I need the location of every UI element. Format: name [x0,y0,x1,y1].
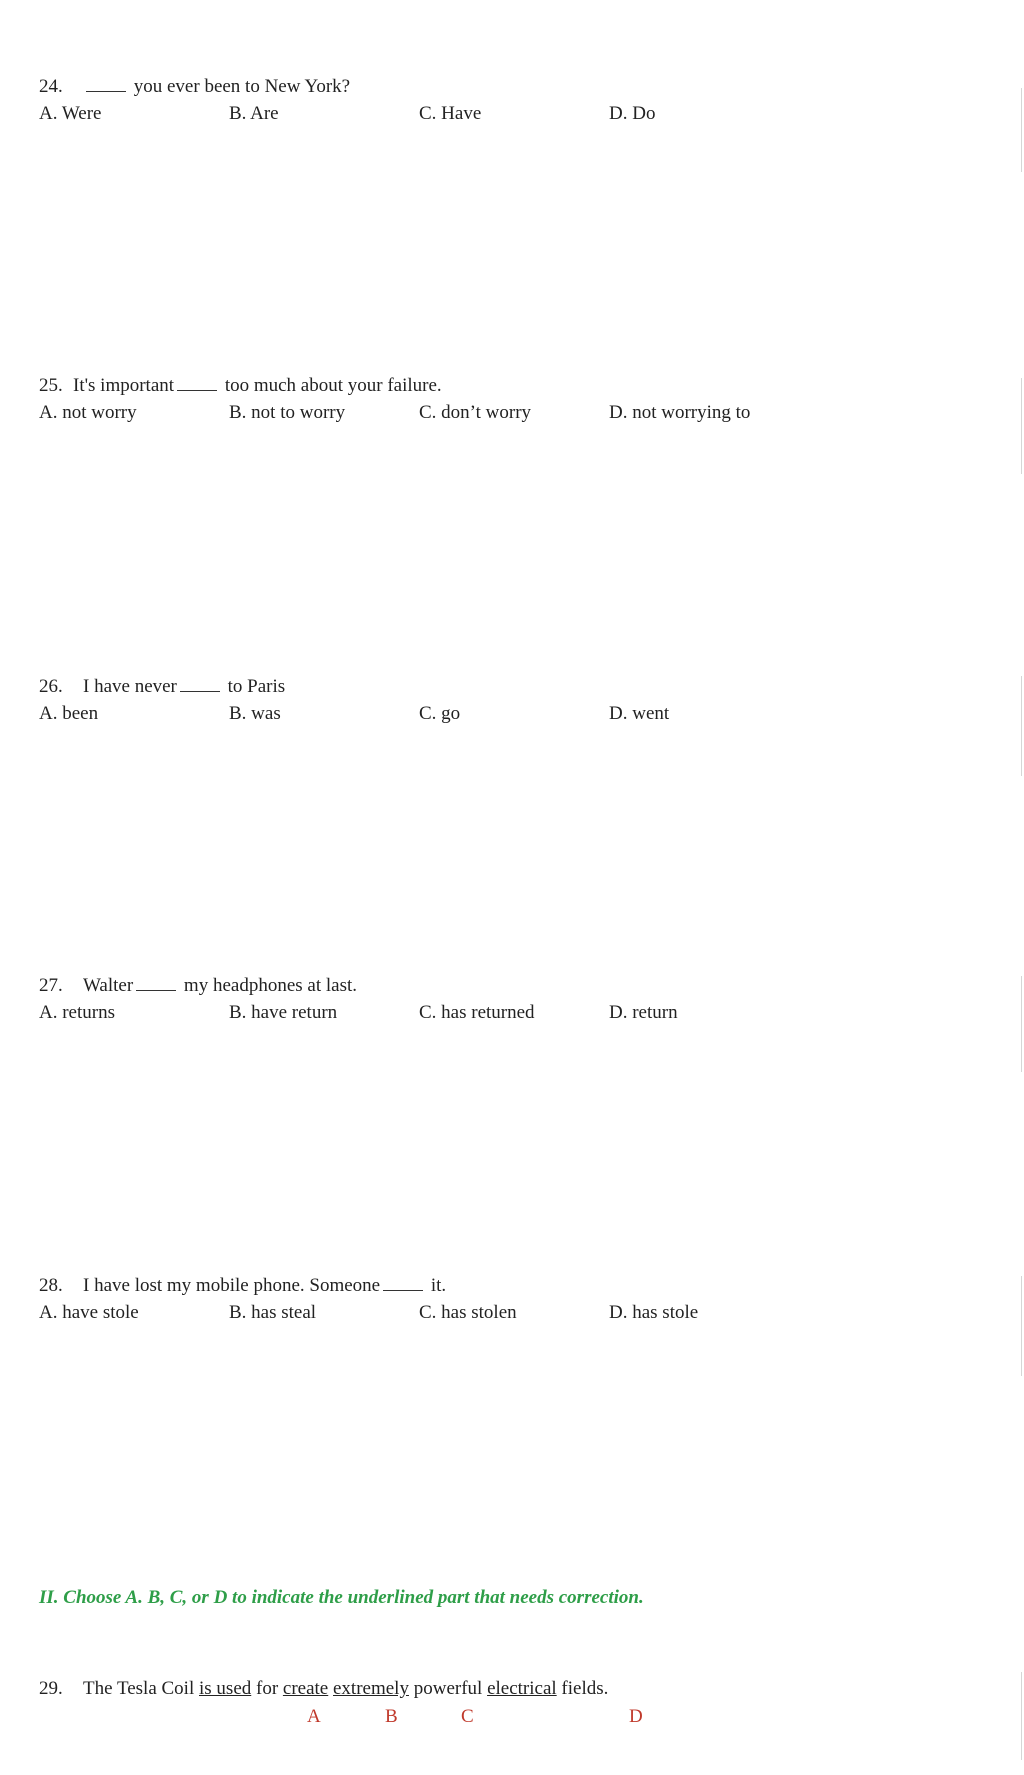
option-c[interactable]: C. don’t worry [419,402,532,423]
question-27 [39,973,999,1027]
option-b[interactable]: B. was [229,703,281,724]
answer-blank [383,1274,423,1291]
question-stem [39,674,999,700]
underlined-part-d[interactable]: electrical [487,1678,557,1699]
sentence-part: powerful [408,1678,488,1699]
stem-after-blank: it. [430,1275,447,1296]
question-number: 28. [39,1275,63,1296]
question-24 [39,74,999,128]
page-edge-mark [1021,88,1022,172]
question-number: 25. [39,375,63,396]
page-edge-mark [1021,1276,1022,1376]
sentence-part: fields. [556,1678,609,1699]
option-a[interactable]: A. returns [39,1002,115,1023]
stem-before-blank: Walter [83,975,134,996]
section-heading: II. Choose A. B, C, or D to indicate the underlined part that needs correction. [39,1587,644,1608]
option-c[interactable]: C. has stolen [419,1302,517,1323]
option-d[interactable]: D. not worrying to [609,402,751,423]
label-a: A [307,1706,321,1727]
question-stem [39,373,999,399]
label-d: D [629,1706,643,1727]
page-edge-mark [1021,1672,1022,1760]
answer-blank [177,374,217,391]
answer-blank [180,675,220,692]
sentence-part: The Tesla Coil [83,1678,199,1699]
option-b[interactable]: B. not to worry [229,402,346,423]
option-b[interactable]: B. Are [229,103,279,124]
label-b: B [385,1706,398,1727]
sentence-part: for [251,1678,283,1699]
label-c: C [461,1706,474,1727]
stem-before-blank: It's important [73,375,175,396]
underlined-part-a[interactable]: is used [199,1678,252,1699]
question-stem [39,973,999,999]
page-edge-mark [1021,976,1022,1072]
options-row [39,1299,999,1327]
options-row [39,100,999,128]
option-b[interactable]: B. have return [229,1002,338,1023]
option-d[interactable]: D. return [609,1002,678,1023]
options-row [39,999,999,1027]
stem-before-blank: I have never [83,676,177,697]
question-25 [39,373,999,427]
option-a[interactable]: A. Were [39,103,102,124]
option-b[interactable]: B. has steal [229,1302,317,1323]
question-29 [39,1676,608,1702]
stem-before-blank: I have lost my mobile phone. Someone [83,1275,381,1296]
option-a[interactable]: A. have stole [39,1302,139,1323]
options-row [39,399,999,427]
underlined-part-b[interactable]: create [282,1678,329,1699]
option-d[interactable]: D. has stole [609,1302,699,1323]
question-number: 26. [39,676,63,697]
stem-after-blank: too much about your failure. [224,375,442,396]
option-c[interactable]: C. has returned [419,1002,535,1023]
option-a[interactable]: A. been [39,703,99,724]
question-number: 29. [39,1678,63,1699]
page-edge-mark [1021,378,1022,474]
question-number: 24. [39,76,63,97]
page-edge-mark [1021,676,1022,776]
question-stem [39,1273,999,1299]
option-d[interactable]: D. went [609,703,670,724]
option-c[interactable]: C. Have [419,103,482,124]
underlined-part-c[interactable]: extremely [333,1678,409,1699]
stem-after-blank: you ever been to New York? [133,76,351,97]
option-c[interactable]: C. go [419,703,461,724]
stem-after-blank: my headphones at last. [183,975,357,996]
answer-blank [86,75,126,92]
stem-after-blank: to Paris [227,676,286,697]
question-28 [39,1273,999,1327]
option-d[interactable]: D. Do [609,103,656,124]
question-stem [39,74,999,100]
options-row [39,700,999,728]
answer-blank [136,974,176,991]
option-a[interactable]: A. not worry [39,402,137,423]
question-26 [39,674,999,728]
question-number: 27. [39,975,63,996]
